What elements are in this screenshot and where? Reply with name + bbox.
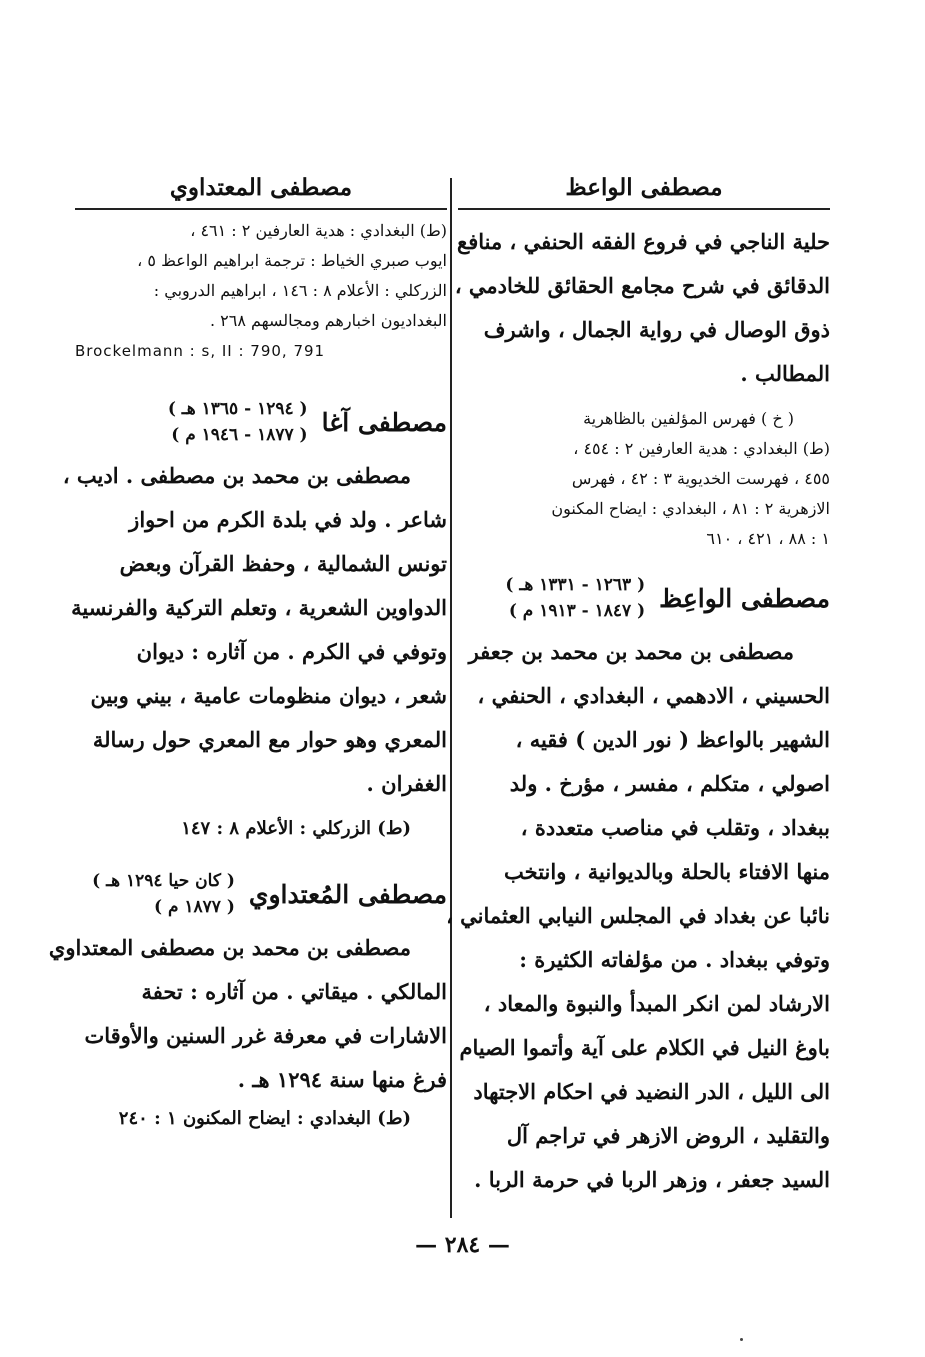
text-line: شاعر . ولد في بلدة الكرم من احواز — [129, 507, 447, 532]
entry-dates — [92, 868, 235, 920]
scan-speck — [740, 1338, 743, 1341]
text-line: فرغ منها سنة ١٢٩٤ هـ . — [237, 1067, 447, 1092]
text-line: باوغ النيل في الكلام على آية وأتموا الصيام — [459, 1035, 830, 1060]
text-line: الارشاد لمن انكر المبدأ والنبوة والمعاد ، — [483, 991, 830, 1016]
dates-gregorian: ( ١٨٧٧ م ) — [153, 897, 235, 917]
text-line: الى الليل ، الدر النضيد في احكام الاجتهاد — [473, 1079, 830, 1104]
entry-heading — [458, 572, 830, 624]
text-line: مصطفى بن محمد بن مصطفى المعتداوي — [48, 935, 411, 960]
reference-line: الزركلي : الأعلام ٨ : ١٤٦ ، ابراهيم الدروبي : — [153, 281, 447, 300]
text-line: الاشارات في معرفة غرر السنين والأوقات — [84, 1023, 447, 1048]
text-line: مصطفى بن محمد بن محمد بن جعفر — [468, 639, 794, 664]
right-column — [446, 168, 830, 1202]
column-divider — [450, 178, 452, 1218]
text-line: الغفران . — [366, 771, 447, 796]
dates-gregorian: ( ١٨٤٧ - ١٩١٣ م ) — [508, 601, 646, 621]
text-line: شعر ، ديوان منظومات عامية ، بيني وبين — [90, 683, 447, 708]
references-block — [458, 404, 830, 554]
latin-reference: Brockelmann : s, II : 790, 791 — [75, 342, 326, 360]
entry-heading — [75, 396, 447, 448]
reference-line: (ط) البغدادي : ايضاح المكنون ١ : ٢٤٠ — [118, 1108, 411, 1129]
left-running-header: مصطفى المعتداوي — [169, 174, 353, 201]
references-block — [75, 216, 447, 366]
text-line: والتقليد ، الروض الازهر في تراجم آل — [506, 1123, 830, 1148]
entry-title: مصطفى الواعِظ — [659, 583, 830, 613]
text-line: المعري وهو حوار مع المعري حول رسالة — [92, 727, 447, 752]
dates-hijri: ( كان حيا ١٢٩٤ هـ ) — [92, 871, 235, 891]
continuation-text — [454, 220, 830, 396]
text-line: مصطفى بن محمد بن مصطفى . اديب ، — [62, 463, 411, 488]
reference-line: ٤٥٥ ، فهرست الخديوية ٣ : ٤٢ ، فهرس — [571, 469, 830, 488]
entry-title: مصطفى آغا — [321, 407, 447, 437]
text-line: ذوق الوصال في رواية الجمال ، واشرف — [483, 317, 830, 342]
text-line: الدقائق في شرح مجامع الحقائق للخادمي ، — [454, 273, 830, 298]
entry-heading — [75, 868, 447, 920]
text-line: حلية الناجي في فروع الفقه الحنفي ، منافع — [457, 229, 830, 254]
text-line: اصولي ، متكلم ، مفسر ، مؤرخ . ولد — [509, 771, 830, 796]
dates-gregorian: ( ١٨٧٧ - ١٩٤٦ م ) — [171, 425, 308, 445]
dates-hijri: ( ١٢٦٣ - ١٣٣١ هـ ) — [505, 575, 646, 595]
reference-line: الازهرية ٢ : ٨١ ، البغدادي : ايضاح المكنون — [551, 499, 830, 518]
entry-body — [62, 454, 447, 806]
reference-line: ١ : ٨٨ ، ٤٢١ ، ٦١٠ — [706, 529, 830, 548]
text-line: الحسيني ، الادهمي ، البغدادي ، الحنفي ، — [477, 683, 830, 708]
reference-line: البغداديون اخبارهم ومجالسهم ٢٦٨ . — [209, 311, 447, 330]
text-line: الدواوين الشعرية ، وتعلم التركية والفرنسية — [71, 595, 447, 620]
text-line: الشهير بالواعظ ( نور الدين ) فقيه ، — [515, 727, 830, 752]
reference-line: (ط) البغدادي : هدية العارفين ٢ : ٤٥٤ ، — [573, 439, 830, 458]
right-running-header: مصطفى الواعظ — [565, 174, 723, 201]
entry-title: مصطفى المُعتداوي — [248, 879, 447, 909]
text-line: ببغداد ، وتقلب في مناصب متعددة ، — [520, 815, 830, 840]
text-line: المطالب . — [740, 361, 830, 386]
text-line: منها الافتاء بالحلة وبالديوانية ، وانتخب — [504, 859, 830, 884]
reference-line: (ط) البغدادي : هدية العارفين ٢ : ٤٦١ ، — [190, 221, 447, 240]
dates-hijri: ( ١٢٩٤ - ١٣٦٥ هـ ) — [167, 399, 308, 419]
text-line: السيد جعفر ، وزهر الربا في حرمة الربا . — [474, 1167, 830, 1192]
entry-dates — [505, 572, 645, 624]
text-line: وتوفي ببغداد . من مؤلفاته الكثيرة : — [519, 947, 830, 972]
entry-body — [446, 630, 830, 1202]
reference-line: ايوب صبري الخياط : ترجمة ابراهيم الواعظ ٥ ، — [137, 251, 447, 270]
entry-body — [48, 926, 447, 1102]
text-line: المالكي . ميقاتي . من آثاره : تحفة — [141, 979, 447, 1004]
entry-dates — [168, 396, 308, 448]
left-column — [48, 168, 447, 1136]
page-number: — ٢٨٤ — — [415, 1232, 510, 1258]
reference-line: (ط) الزركلي : الأعلام ٨ : ١٤٧ — [181, 818, 411, 839]
reference-line: ( خ ) فهرس المؤلفين بالظاهرية — [583, 409, 794, 428]
text-line: تونس الشمالية ، وحفظ القرآن وبعض — [119, 551, 447, 576]
text-line: نائبا عن بغداد في المجلس النيابي العثماني ، — [446, 903, 830, 928]
text-line: وتوفي في الكرم . من آثاره : ديوان — [136, 639, 447, 664]
